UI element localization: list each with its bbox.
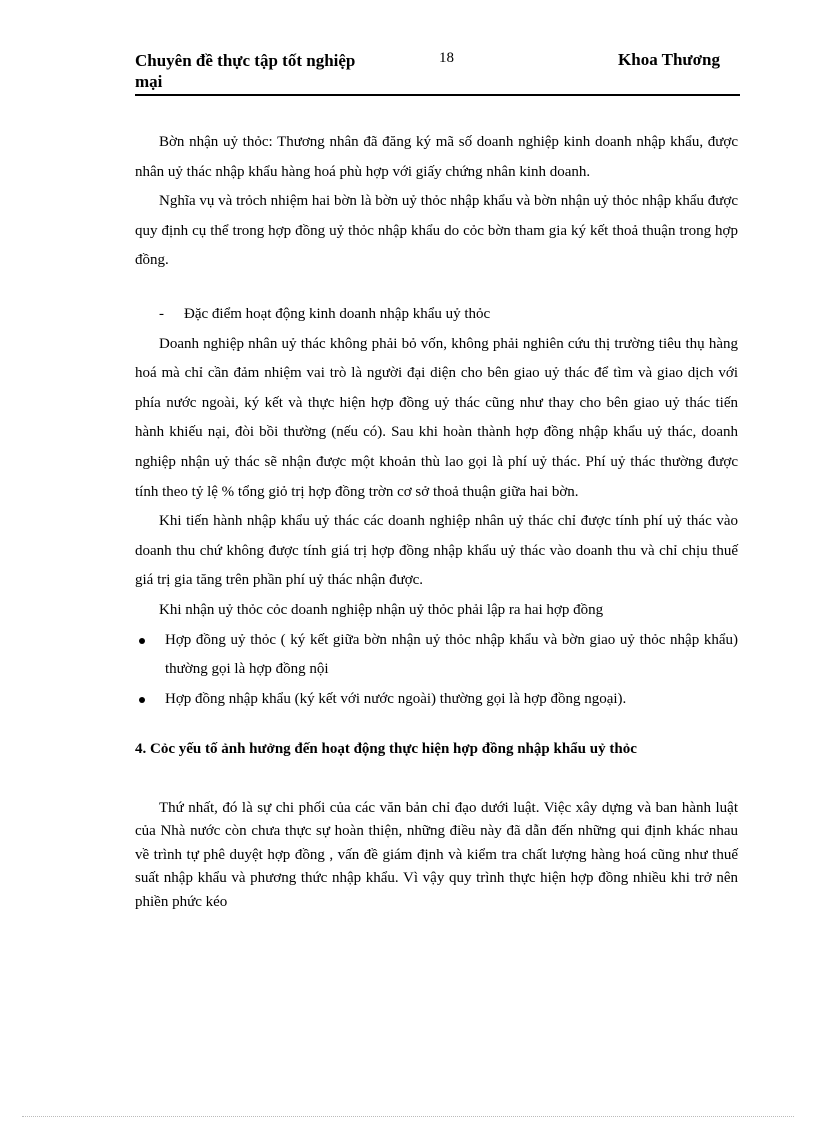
bullet-dot-icon xyxy=(139,697,145,703)
bullet-item xyxy=(135,626,738,685)
dash-list-item xyxy=(135,300,738,330)
page-header xyxy=(135,48,740,96)
dash-marker: - xyxy=(159,305,164,322)
header-page-number: 18 xyxy=(439,50,454,66)
paragraph-obligations: Nghĩa vụ và trỏch nhiệm hai bờn là bờn uỷ thỏc nhập khẩu và bờn nhận uỷ thỏc nhập khẩu được quy định cụ thể trong hợp đồng uỷ thỏc nhập khẩu do cỏc bờn tham gia ký kết thoả thuận trong hợp đồng. xyxy=(135,193,738,269)
paragraph-revenue: Khi tiến hành nhập khẩu uỷ thác các doanh nghiệp nhân uỷ thác chỉ được tính phí uỷ thác vào doanh thu chứ không được tính giá trị hợp đồng nhập khẩu uỷ thác vào doanh thu và chỉ chịu thuế giá trị gia tăng trên phần phí uỷ thác nhận được. xyxy=(135,513,738,589)
header-faculty: Khoa Thương xyxy=(618,50,720,69)
header-document-title: Chuyên đề thực tập tốt nghiệp mại xyxy=(135,51,356,91)
paragraph-entrusted-party: Bờn nhận uỷ thỏc: Thương nhân đã đăng ký mã số doanh nghiệp kinh doanh nhập khẩu, được nhân uỷ thác nhập khẩu hàng hoá phù hợp với giấy chứng nhân kinh doanh. xyxy=(135,134,738,180)
contracts-bullet-list xyxy=(135,626,738,715)
bullet-text: Hợp đồng uỷ thỏc ( ký kết giữa bờn nhận uỷ thỏc nhập khẩu và bờn giao uỷ thỏc nhập khẩu) thường gọi là hợp đồng nội xyxy=(165,631,738,678)
dash-item-text: Đặc điểm hoạt động kinh doanh nhập khẩu uỷ thỏc xyxy=(184,305,491,322)
section-heading: 4. Cỏc yếu tố ảnh hưởng đến hoạt động thực hiện hợp đồng nhập khẩu uỷ thỏc xyxy=(135,741,637,758)
footer-divider xyxy=(22,1116,794,1117)
bullet-item xyxy=(135,685,738,715)
paragraph-factors: Thứ nhất, đó là sự chi phối của các văn bản chỉ đạo dưới luật. Việc xây dựng và ban hành luật của Nhà nước còn chưa thực sự hoàn thiện, những điều này đã dẫn đến những qui định khác nhau về trình tự phê duyệt hợp đồng , vấn đề giám định và kiểm tra chất lượng hàng hoá cũng như thuế suất nhập khẩu và phương thức nhập khẩu. Vì vậy quy trình thực hiện hợp đồng nhiều khi trở nên phiền phức kéo xyxy=(135,799,738,910)
document-body xyxy=(135,128,738,914)
bullet-dot-icon xyxy=(139,638,145,644)
bullet-text: Hợp đồng nhập khẩu (ký kết với nước ngoài) thường gọi là hợp đồng ngoại). xyxy=(165,690,627,707)
paragraph-two-contracts: Khi nhận uỷ thỏc cỏc doanh nghiệp nhận uỷ thỏc phải lập ra hai hợp đồng xyxy=(159,601,604,618)
paragraph-characteristics: Doanh nghiệp nhân uỷ thác không phải bỏ vốn, không phải nghiên cứu thị trường tiêu thụ hàng hoá mà chỉ cần đảm nhiệm vai trò là người đại diện cho bên giao uỷ thác để tìm và giao dịch với phía nước ngoài, ký kết và thực hiện hợp đồng uỷ thác cũng như thay cho bên giao uỷ thác tiến hành khiếu nại, đòi bồi thường (nếu có). Sau khi hoàn thành hợp đồng nhập khẩu uỷ thác, doanh nghiệp nhận uỷ thác sẽ nhận được một khoản thù lao gọi là phí uỷ thác. Phí uỷ thác thường được tính theo tỷ lệ % tổng giỏ trị hợp đồng trờn cơ sở thoả thuận giữa hai bờn. xyxy=(135,335,738,500)
